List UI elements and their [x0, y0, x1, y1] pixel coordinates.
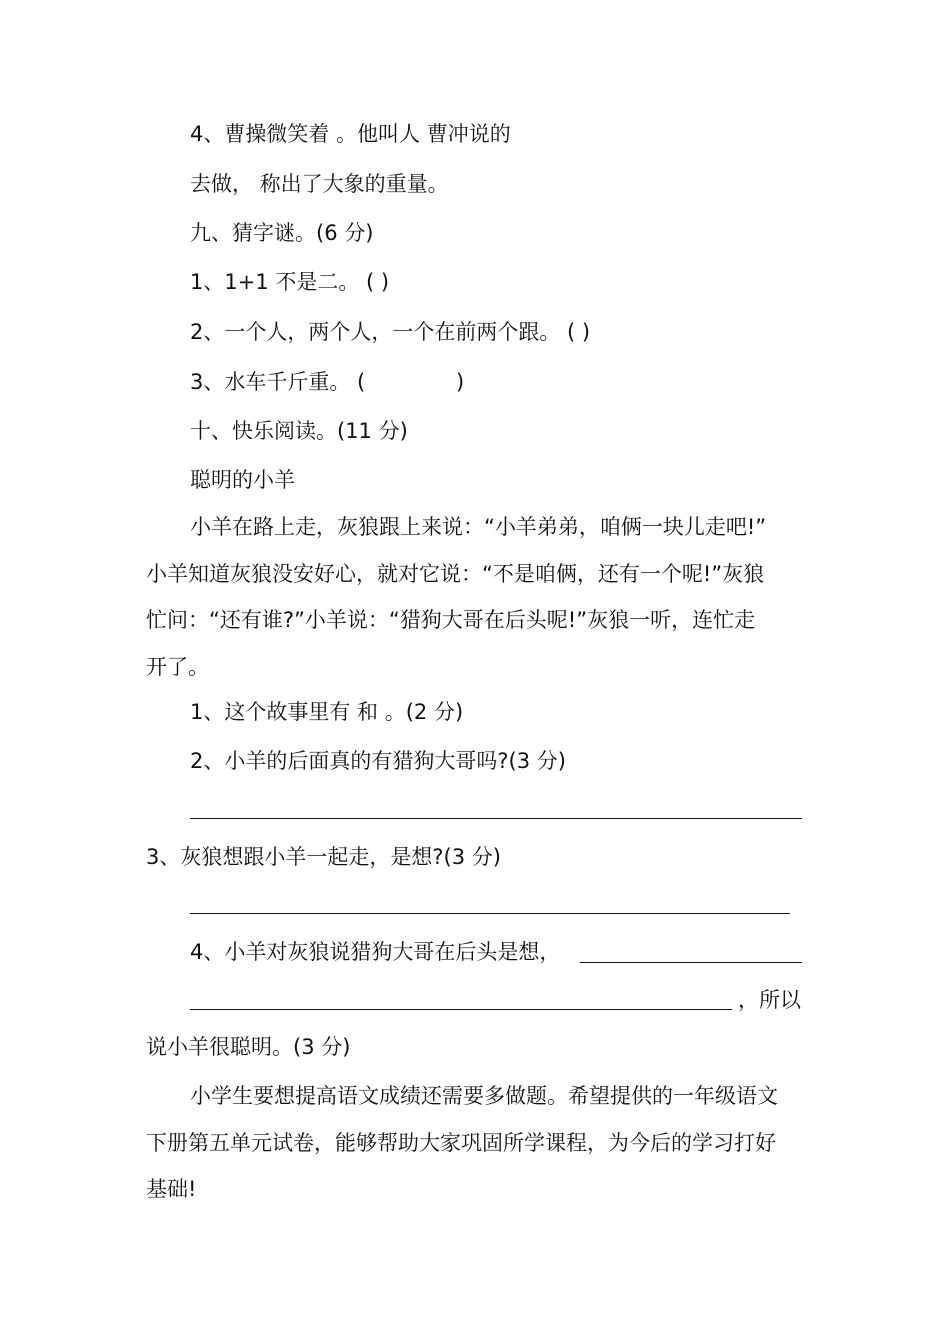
question-2: 2、小羊的后面真的有猎狗大哥吗?(3 分) — [190, 749, 566, 773]
story-line-4: 开了。 — [146, 655, 209, 679]
story-line-3: 忙问：“还有谁?”小羊说：“猎狗大哥在后头呢!”灰狼一听，连忙走 — [146, 608, 756, 632]
closing-line-3: 基础! — [146, 1177, 197, 1201]
closing-line-1: 小学生要想提高语文成绩还需要多做题。希望提供的一年级语文 — [190, 1084, 778, 1108]
story-title: 聪明的小羊 — [190, 468, 295, 492]
answer-line-2 — [190, 818, 802, 819]
riddle-1: 1、1+1 不是二。 ( ) — [190, 270, 390, 294]
story-line-2: 小羊知道灰狼没安好心，就对它说：“不是咱俩，还有一个呢!”灰狼 — [146, 562, 765, 586]
question-4-line-1: 4、小羊对灰狼说猎狗大哥在后头是想， — [190, 940, 561, 964]
closing-line-2: 下册第五单元试卷，能够帮助大家巩固所学课程，为今后的学习打好 — [146, 1131, 776, 1155]
question-4-line-2-suffix: ，所以 — [738, 988, 801, 1012]
riddle-3-close-paren: ) — [456, 370, 465, 394]
story-line-1: 小羊在路上走，灰狼跟上来说：“小羊弟弟，咱俩一块儿走吧!” — [190, 515, 767, 539]
section-9-heading: 九、猜字谜。(6 分) — [190, 221, 374, 245]
answer-line-4b — [190, 1009, 732, 1010]
question-3: 3、灰狼想跟小羊一起走，是想?(3 分) — [146, 845, 501, 869]
question-1: 1、这个故事里有 和 。(2 分) — [190, 700, 464, 724]
item-4-line-1: 4、曹操微笑着 。他叫人 曹冲说的 — [190, 122, 511, 146]
answer-line-3 — [190, 913, 790, 914]
riddle-2: 2、一个人，两个人，一个在前两个跟。 ( ) — [190, 320, 591, 344]
question-4-line-3: 说小羊很聪明。(3 分) — [146, 1035, 351, 1059]
section-10-heading: 十、快乐阅读。(11 分) — [190, 419, 408, 443]
answer-line-4a — [580, 962, 802, 963]
item-4-line-2: 去做， 称出了大象的重量。 — [190, 172, 449, 196]
riddle-3: 3、水车千斤重。 ( — [190, 370, 366, 394]
